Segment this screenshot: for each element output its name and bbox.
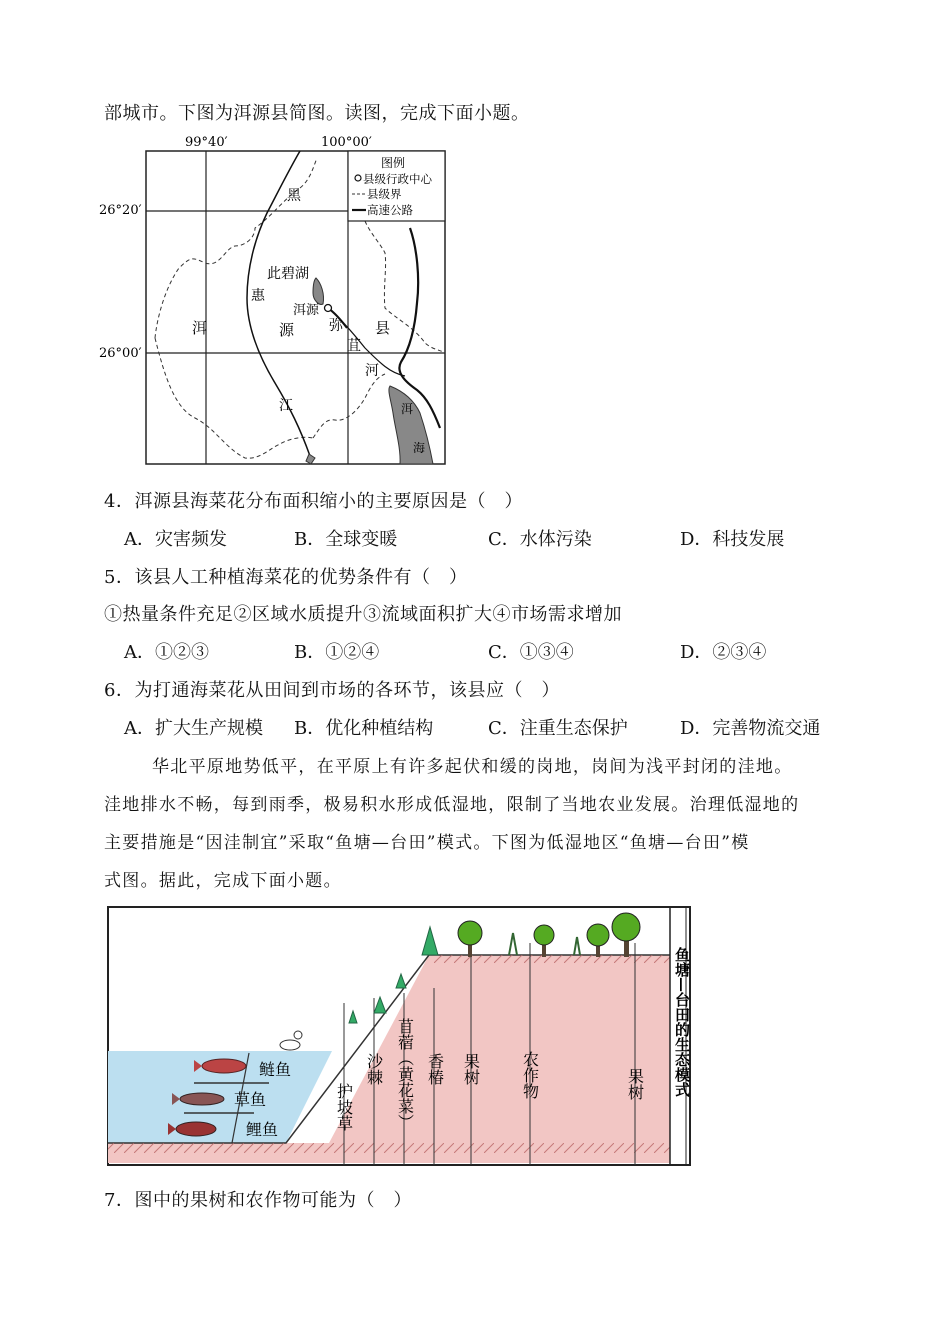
- passage-line-1: 华北平原地势低平，在平原上有许多起伏和缓的岗地，岗间为浅平封闭的洼地。: [152, 757, 793, 777]
- label-xian: 县: [375, 319, 391, 337]
- q6-option-d[interactable]: D．完善物流交通: [680, 718, 821, 739]
- label-ju: 苴: [347, 338, 361, 354]
- label-jiang: 江: [279, 398, 293, 414]
- q5-option-a[interactable]: A．①②③: [124, 642, 209, 663]
- plant-label-slope-grass: 护坡草: [334, 1083, 354, 1131]
- plant-label-fruit-tree-1: 果树: [461, 1053, 481, 1085]
- eryuan-county-map: [95, 128, 465, 473]
- label-er-lake: 洱: [401, 402, 414, 416]
- grass-carp-fish: [180, 1093, 224, 1105]
- q5-option-c[interactable]: C．①③④: [488, 642, 574, 663]
- passage-line-4: 式图。据此，完成下面小题。: [104, 871, 342, 891]
- lat-label-1: 26°20′: [99, 203, 142, 218]
- legend-item-highway: 高速公路: [367, 203, 413, 217]
- duck: [280, 1040, 300, 1050]
- fruit-tree-icon: [458, 921, 482, 945]
- legend-item-boundary: 县级界: [367, 187, 402, 201]
- lon-label-1: 99°40′: [185, 135, 228, 150]
- common-carp-fish: [176, 1122, 216, 1136]
- q6-stem: 6．为打通海菜花从田间到市场的各环节，该县应（ ）: [104, 680, 560, 701]
- lat-label-2: 26°00′: [99, 346, 142, 361]
- plant-label-fruit-tree-2: 果树: [625, 1068, 645, 1100]
- label-he: 河: [365, 363, 379, 379]
- county-seat-marker: [325, 305, 332, 312]
- passage-line-2: 洼地排水不畅，每到雨季，极易积水形成低湿地，限制了当地农业发展。治理低湿地的: [104, 795, 800, 815]
- silver-carp-fish: [202, 1059, 246, 1073]
- label-hui: 惠: [251, 288, 265, 304]
- diagram-side-title: 鱼塘—台田的生态模式: [673, 947, 691, 1097]
- label-hei: 黑: [287, 188, 301, 204]
- q5-option-b[interactable]: B．①②④: [294, 642, 380, 663]
- plant-label-alfalfa: 苜蓿（黄花菜）: [395, 1018, 415, 1130]
- fish-label-grass-carp: 草鱼: [234, 1090, 267, 1109]
- q5-conditions: ①热量条件充足②区域水质提升③流域面积扩大④市场需求增加: [104, 604, 622, 625]
- q7-stem: 7．图中的果树和农作物可能为（ ）: [104, 1190, 412, 1211]
- plant-label-crops: 农作物: [520, 1051, 540, 1099]
- q4-option-d[interactable]: D．科技发展: [680, 529, 785, 550]
- q6-option-a[interactable]: A．扩大生产规模: [124, 718, 263, 739]
- q6-option-b[interactable]: B．优化种植结构: [294, 718, 434, 739]
- passage-line-3: 主要措施是“因洼制宜”采取“鱼塘—台田”模式。下图为低湿地区“鱼塘—台田”模: [104, 833, 750, 853]
- label-er: 洱: [192, 319, 208, 337]
- label-eryuan-town: 洱源: [293, 303, 320, 318]
- fish-label-silver-carp: 鲢鱼: [259, 1060, 292, 1079]
- q4-option-a[interactable]: A．灾害频发: [124, 529, 227, 550]
- intro-line: 部城市。下图为洱源县简图。读图，完成下面小题。: [104, 103, 530, 124]
- plant-label-seabuckthorn: 沙棘: [364, 1053, 384, 1085]
- label-hai: 海: [413, 441, 426, 455]
- fishpond-platform-diagram: [104, 903, 694, 1169]
- legend-item-seat: 县级行政中心: [363, 172, 432, 186]
- q4-option-b[interactable]: B．全球变暖: [294, 529, 398, 550]
- q4-option-c[interactable]: C．水体污染: [488, 529, 592, 550]
- label-mi: 弥: [329, 318, 343, 334]
- label-cibihu: 此碧湖: [267, 266, 309, 282]
- plant-label-toona: 香椿: [425, 1053, 445, 1085]
- q6-option-c[interactable]: C．注重生态保护: [488, 718, 628, 739]
- lon-label-2: 100°00′: [321, 135, 372, 150]
- q4-stem: 4．洱源县海菜花分布面积缩小的主要原因是（ ）: [104, 491, 523, 512]
- legend-title: 图例: [381, 156, 406, 170]
- q5-option-d[interactable]: D．②③④: [680, 642, 767, 663]
- fish-label-common-carp: 鲤鱼: [246, 1120, 279, 1139]
- q5-stem: 5．该县人工种植海菜花的优势条件有（ ）: [104, 567, 468, 588]
- label-yuan: 源: [279, 321, 295, 339]
